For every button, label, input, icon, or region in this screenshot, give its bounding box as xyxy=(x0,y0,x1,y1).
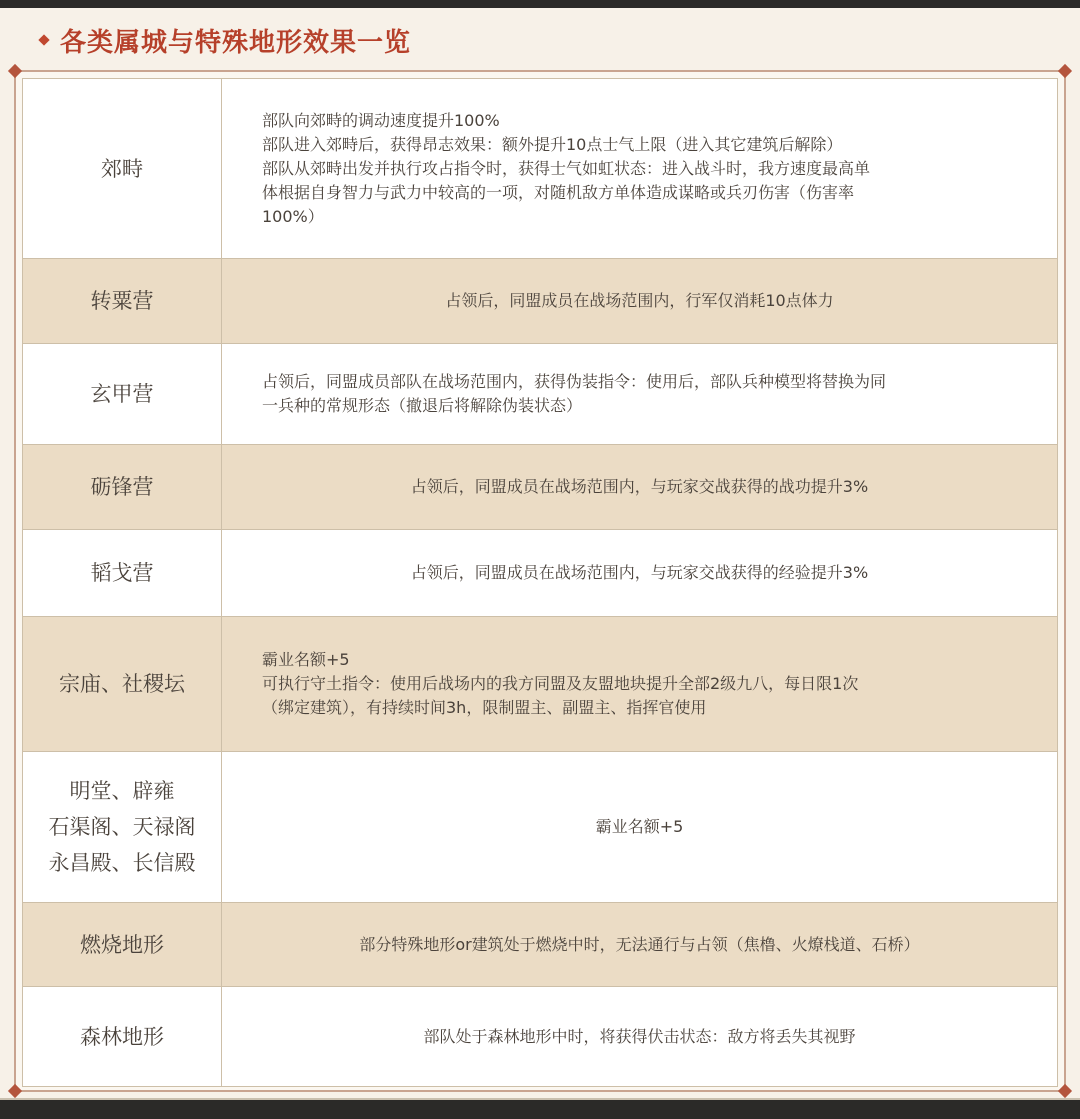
building-name: 郊畤 xyxy=(101,156,143,181)
effect-description-cell xyxy=(222,987,1058,1087)
building-name: 燃烧地形 xyxy=(80,932,164,957)
corner-ornament-icon xyxy=(1058,64,1072,78)
effect-line: 占领后，同盟成员在战场范围内，行军仅消耗10点体力 xyxy=(445,291,834,310)
building-name: 玄甲营 xyxy=(90,382,154,406)
building-name-cell xyxy=(23,752,222,903)
effect-description-cell xyxy=(222,445,1058,530)
effect-line: 部队向郊畤的调动速度提升100% xyxy=(262,110,500,130)
table-row xyxy=(23,530,1058,617)
building-name-cell xyxy=(23,445,222,530)
building-name-cell xyxy=(23,617,222,752)
table-row xyxy=(23,617,1058,752)
effect-description-cell xyxy=(222,259,1058,344)
table-row xyxy=(23,752,1058,903)
building-name-cell xyxy=(23,987,222,1087)
effect-line: 占领后，同盟成员在战场范围内，与玩家交战获得的战功提升3% xyxy=(410,477,869,496)
page xyxy=(0,8,1080,1100)
effect-line: 100%） xyxy=(262,206,324,226)
building-name-cell xyxy=(23,259,222,344)
building-name: 永昌殿、长信殿 xyxy=(48,851,196,875)
effect-description-cell xyxy=(222,617,1058,752)
section-heading xyxy=(40,20,411,60)
section-title: 各类属城与特殊地形效果一览 xyxy=(60,27,412,58)
effect-line: 部分特殊地形or建筑处于燃烧中时，无法通行与占领（焦橹、火燎栈道、石桥） xyxy=(359,934,920,954)
diamond-bullet-icon xyxy=(38,34,49,45)
effect-line: 占领后，同盟成员在战场范围内，与玩家交战获得的经验提升3% xyxy=(410,563,869,582)
building-name: 砺锋营 xyxy=(90,475,154,499)
building-name-cell xyxy=(23,530,222,617)
effect-description-cell xyxy=(222,903,1058,987)
effect-description-cell xyxy=(222,752,1058,903)
effect-description-cell xyxy=(222,79,1058,259)
corner-ornament-icon xyxy=(8,1084,22,1098)
effect-line: 部队进入郊畤后，获得昂志效果：额外提升10点士气上限（进入其它建筑后解除） xyxy=(262,134,843,154)
building-name: 明堂、辟雍 xyxy=(69,779,175,803)
table-row xyxy=(23,903,1058,987)
effect-line: 霸业名额+5 xyxy=(262,650,350,669)
building-name: 韬戈营 xyxy=(90,561,154,585)
effect-line: 占领后，同盟成员部队在战场范围内，获得伪装指令：使用后，部队兵种模型将替换为同 xyxy=(262,372,887,391)
effects-table-frame xyxy=(14,70,1066,1092)
building-name-cell xyxy=(23,79,222,259)
effect-line: 一兵种的常规形态（撤退后将解除伪装状态） xyxy=(262,396,583,415)
table-row xyxy=(23,259,1058,344)
table-row xyxy=(23,445,1058,530)
table-row xyxy=(23,987,1058,1087)
effect-line: 可执行守土指令：使用后战场内的我方同盟及友盟地块提升全部2级九八，每日限1次 xyxy=(262,674,859,693)
effect-line: 体根据自身智力与武力中较高的一项，对随机敌方单体造成谋略或兵刃伤害（伤害率 xyxy=(262,182,855,202)
building-name: 石渠阁、天禄阁 xyxy=(48,815,196,839)
effect-description-cell xyxy=(222,530,1058,617)
building-name: 宗庙、社稷坛 xyxy=(59,672,185,696)
effect-line: 部队从郊畤出发并执行攻占指令时，获得士气如虹状态：进入战斗时，我方速度最高单 xyxy=(262,158,871,178)
effect-line: 部队处于森林地形中时，将获得伏击状态：敌方将丢失其视野 xyxy=(423,1026,856,1046)
building-name-cell xyxy=(23,903,222,987)
table-row xyxy=(23,79,1058,259)
table-row xyxy=(23,344,1058,445)
building-name: 森林地形 xyxy=(80,1024,164,1049)
effects-table xyxy=(22,78,1058,1087)
effect-description-cell xyxy=(222,344,1058,445)
building-name: 转粟营 xyxy=(90,289,154,313)
effect-line: （绑定建筑），有持续时间3h，限制盟主、副盟主、指挥官使用 xyxy=(262,698,707,717)
effect-line: 霸业名额+5 xyxy=(595,817,684,836)
building-name-cell xyxy=(23,344,222,445)
